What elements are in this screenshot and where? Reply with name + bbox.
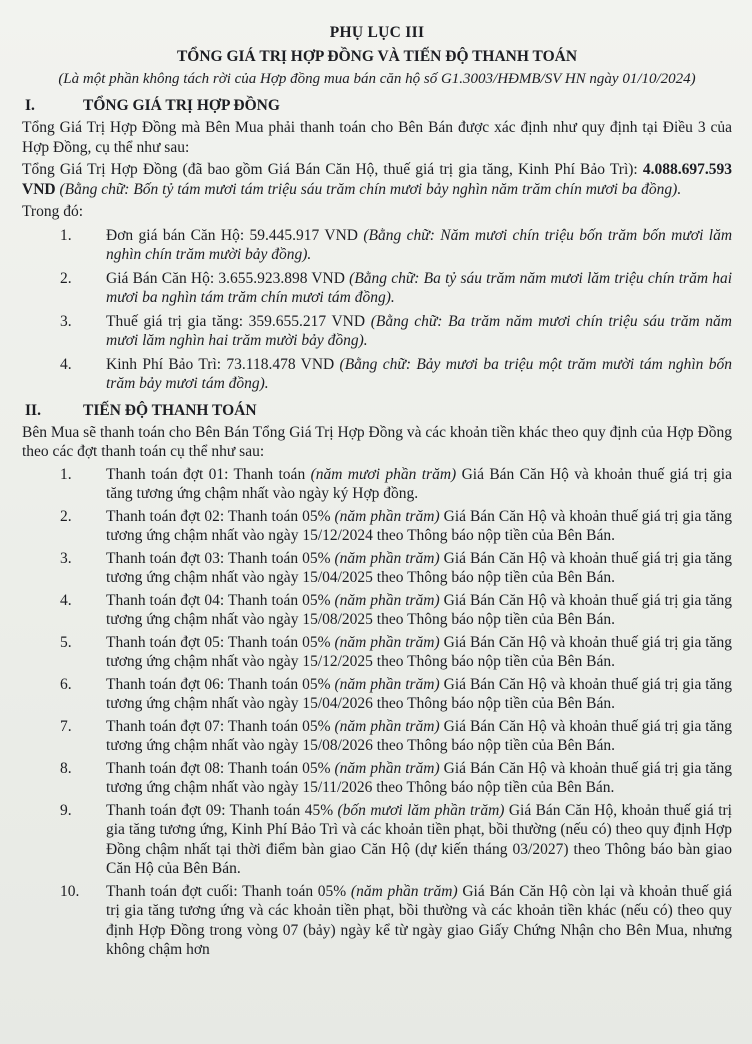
payment-number: 1. (60, 465, 72, 483)
payment-item (22, 549, 732, 588)
payment-text: Thanh toán đợt 03: Thanh toán 05% (năm phần trăm) Giá Bán Căn Hộ và khoản thuế giá trị gia tăng tương ứng chậm nhất vào ngày 15/04/2025 theo Thông báo nộp tiền của Bên Bán. (106, 549, 732, 586)
item-number: 1. (60, 226, 72, 244)
payment-text: Thanh toán đợt 05: Thanh toán 05% (năm phần trăm) Giá Bán Căn Hộ và khoản thuế giá trị gia tăng tương ứng chậm nhất vào ngày 15/12/2025 theo Thông báo nộp tiền của Bên Bán. (106, 633, 732, 670)
item-value: Đơn giá bán Căn Hộ: 59.445.917 VND (106, 226, 358, 244)
item-number: 4. (60, 355, 72, 373)
list-item (22, 312, 732, 351)
item-number: 2. (60, 269, 72, 287)
payment-text: Thanh toán đợt 04: Thanh toán 05% (năm phần trăm) Giá Bán Căn Hộ và khoản thuế giá trị gia tăng tương ứng chậm nhất vào ngày 15/08/2025 theo Thông báo nộp tiền của Bên Bán. (106, 591, 732, 628)
list-item (22, 269, 732, 308)
total-value-paragraph (22, 160, 732, 199)
section-2-heading (22, 402, 732, 420)
total-value-prefix: Tổng Giá Trị Hợp Đồng (đã bao gồm Giá Bán Căn Hộ, thuế giá trị gia tăng, Kinh Phí Bảo Trì): (22, 161, 638, 178)
appendix-title: PHỤ LỤC III (329, 24, 425, 41)
breakdown-label: Trong đó: (22, 203, 84, 220)
payment-number: 10. (60, 882, 80, 900)
section-2-number: II. (25, 401, 41, 419)
payment-item (22, 882, 732, 960)
payment-item (22, 717, 732, 756)
item-words: (Bằng chữ: Ba trăm năm mươi chín triệu sáu trăm năm mươi lăm nghìn hai trăm mười bảy đồng). (106, 312, 733, 349)
item-words: (Bằng chữ: Ba tỷ sáu trăm năm mươi lăm triệu chín trăm hai mươi ba nghìn tám trăm chín mươi tám đồng). (106, 269, 733, 306)
payment-item (22, 507, 732, 546)
payment-item (22, 591, 732, 630)
section-1-title: TỔNG GIÁ TRỊ HỢP ĐỒNG (83, 97, 280, 114)
payment-text: Thanh toán đợt 01: Thanh toán (năm mươi phần trăm) Giá Bán Căn Hộ và khoản thuế giá trị gia tăng tương ứng chậm nhất vào ngày ký Hợp đồng. (106, 465, 732, 502)
payment-item (22, 633, 732, 672)
value-breakdown-list (22, 226, 732, 394)
payment-number: 2. (60, 507, 72, 525)
payment-item (22, 759, 732, 798)
document-subtitle: (Là một phần không tách rời của Hợp đồng mua bán căn hộ số G1.3003/HĐMB/SV HN ngày 01/10/2024) (58, 71, 696, 87)
payment-number: 3. (60, 549, 72, 567)
payment-item (22, 465, 732, 504)
list-item (22, 226, 732, 265)
total-value-amount: 4.088.697.593 VND (22, 161, 732, 198)
payment-number: 4. (60, 591, 72, 609)
item-text (84, 269, 732, 308)
item-value: Thuế giá trị gia tăng: 359.655.217 VND (106, 312, 366, 330)
item-number: 3. (60, 312, 72, 330)
payment-text: Thanh toán đợt 02: Thanh toán 05% (năm phần trăm) Giá Bán Căn Hộ và khoản thuế giá trị gia tăng tương ứng chậm nhất vào ngày 15/12/2024 theo Thông báo nộp tiền của Bên Bán. (106, 507, 732, 544)
payment-text: Thanh toán đợt 08: Thanh toán 05% (năm phần trăm) Giá Bán Căn Hộ và khoản thuế giá trị gia tăng tương ứng chậm nhất vào ngày 15/11/2026 theo Thông báo nộp tiền của Bên Bán. (106, 759, 732, 796)
payment-number: 7. (60, 717, 72, 735)
section-2-title: TIẾN ĐỘ THANH TOÁN (83, 401, 257, 419)
section-1-number: I. (25, 97, 35, 114)
section-1-heading (22, 97, 732, 115)
item-value: Giá Bán Căn Hộ: 3.655.923.898 VND (106, 269, 345, 287)
main-title: TỔNG GIÁ TRỊ HỢP ĐỒNG VÀ TIẾN ĐỘ THANH TOÁN (176, 48, 578, 65)
payment-text: Thanh toán đợt 07: Thanh toán 05% (năm phần trăm) Giá Bán Căn Hộ và khoản thuế giá trị gia tăng tương ứng chậm nhất vào ngày 15/08/2026 theo Thông báo nộp tiền của Bên Bán. (106, 717, 732, 754)
item-words: (Bằng chữ: Bảy mươi ba triệu một trăm mười tám nghìn bốn trăm bảy mươi tám đồng). (106, 355, 732, 392)
total-value-words: (Bằng chữ: Bốn tỷ tám mươi tám triệu sáu trăm chín mươi bảy nghìn năm trăm chín mươi ba đồng). (59, 180, 682, 198)
payment-number: 6. (60, 675, 72, 693)
item-text (84, 355, 732, 394)
payment-item (22, 801, 732, 879)
item-value: Kinh Phí Bảo Trì: 73.118.478 VND (106, 355, 335, 373)
section-2-intro: Bên Mua sẽ thanh toán cho Bên Bán Tổng Giá Trị Hợp Đồng và các khoản tiền khác theo quy định của Hợp Đồng theo các đợt thanh toán cụ thể như sau: (22, 423, 732, 460)
payment-item (22, 675, 732, 714)
payment-text: Thanh toán đợt 06: Thanh toán 05% (năm phần trăm) Giá Bán Căn Hộ và khoản thuế giá trị gia tăng tương ứng chậm nhất vào ngày 15/04/2026 theo Thông báo nộp tiền của Bên Bán. (106, 675, 732, 712)
payment-number: 5. (60, 633, 72, 651)
payment-number: 9. (60, 801, 72, 819)
payment-number: 8. (60, 759, 72, 777)
payment-schedule-list (22, 465, 732, 960)
item-text (84, 312, 732, 351)
list-item (22, 355, 732, 394)
item-words: (Bằng chữ: Năm mươi chín triệu bốn trăm bốn mươi lăm nghìn chín trăm mười bảy đồng). (106, 226, 733, 263)
section-1-intro: Tổng Giá Trị Hợp Đồng mà Bên Mua phải thanh toán cho Bên Bán được xác định như quy định tại Điều 3 của Hợp Đồng, cụ thể như sau: (22, 119, 732, 156)
payment-text: Thanh toán đợt 09: Thanh toán 45% (bốn mươi lăm phần trăm) Giá Bán Căn Hộ, khoản thuế giá trị gia tăng tương ứng, Kinh Phí Bảo Trì và các khoản tiền phạt, bồi thường (nếu có) theo quy định Hợp Đồng chậm nhất tại thời điểm bàn giao Căn Hộ (dự kiến tháng 03/2027) theo Thông báo bàn giao Căn Hộ của Bên Bán. (106, 801, 732, 877)
payment-text: Thanh toán đợt cuối: Thanh toán 05% (năm phần trăm) Giá Bán Căn Hộ còn lại và khoản thuế giá trị gia tăng tương ứng và các khoản tiền phạt, bồi thường và các khoản tiền khác (nếu có) theo quy định Hợp Đồng trong vòng 07 (bảy) ngày kể từ ngày giao Giấy Chứng Nhận cho Bên Mua, nhưng không chậm hơn (106, 882, 732, 958)
item-text (84, 226, 732, 265)
